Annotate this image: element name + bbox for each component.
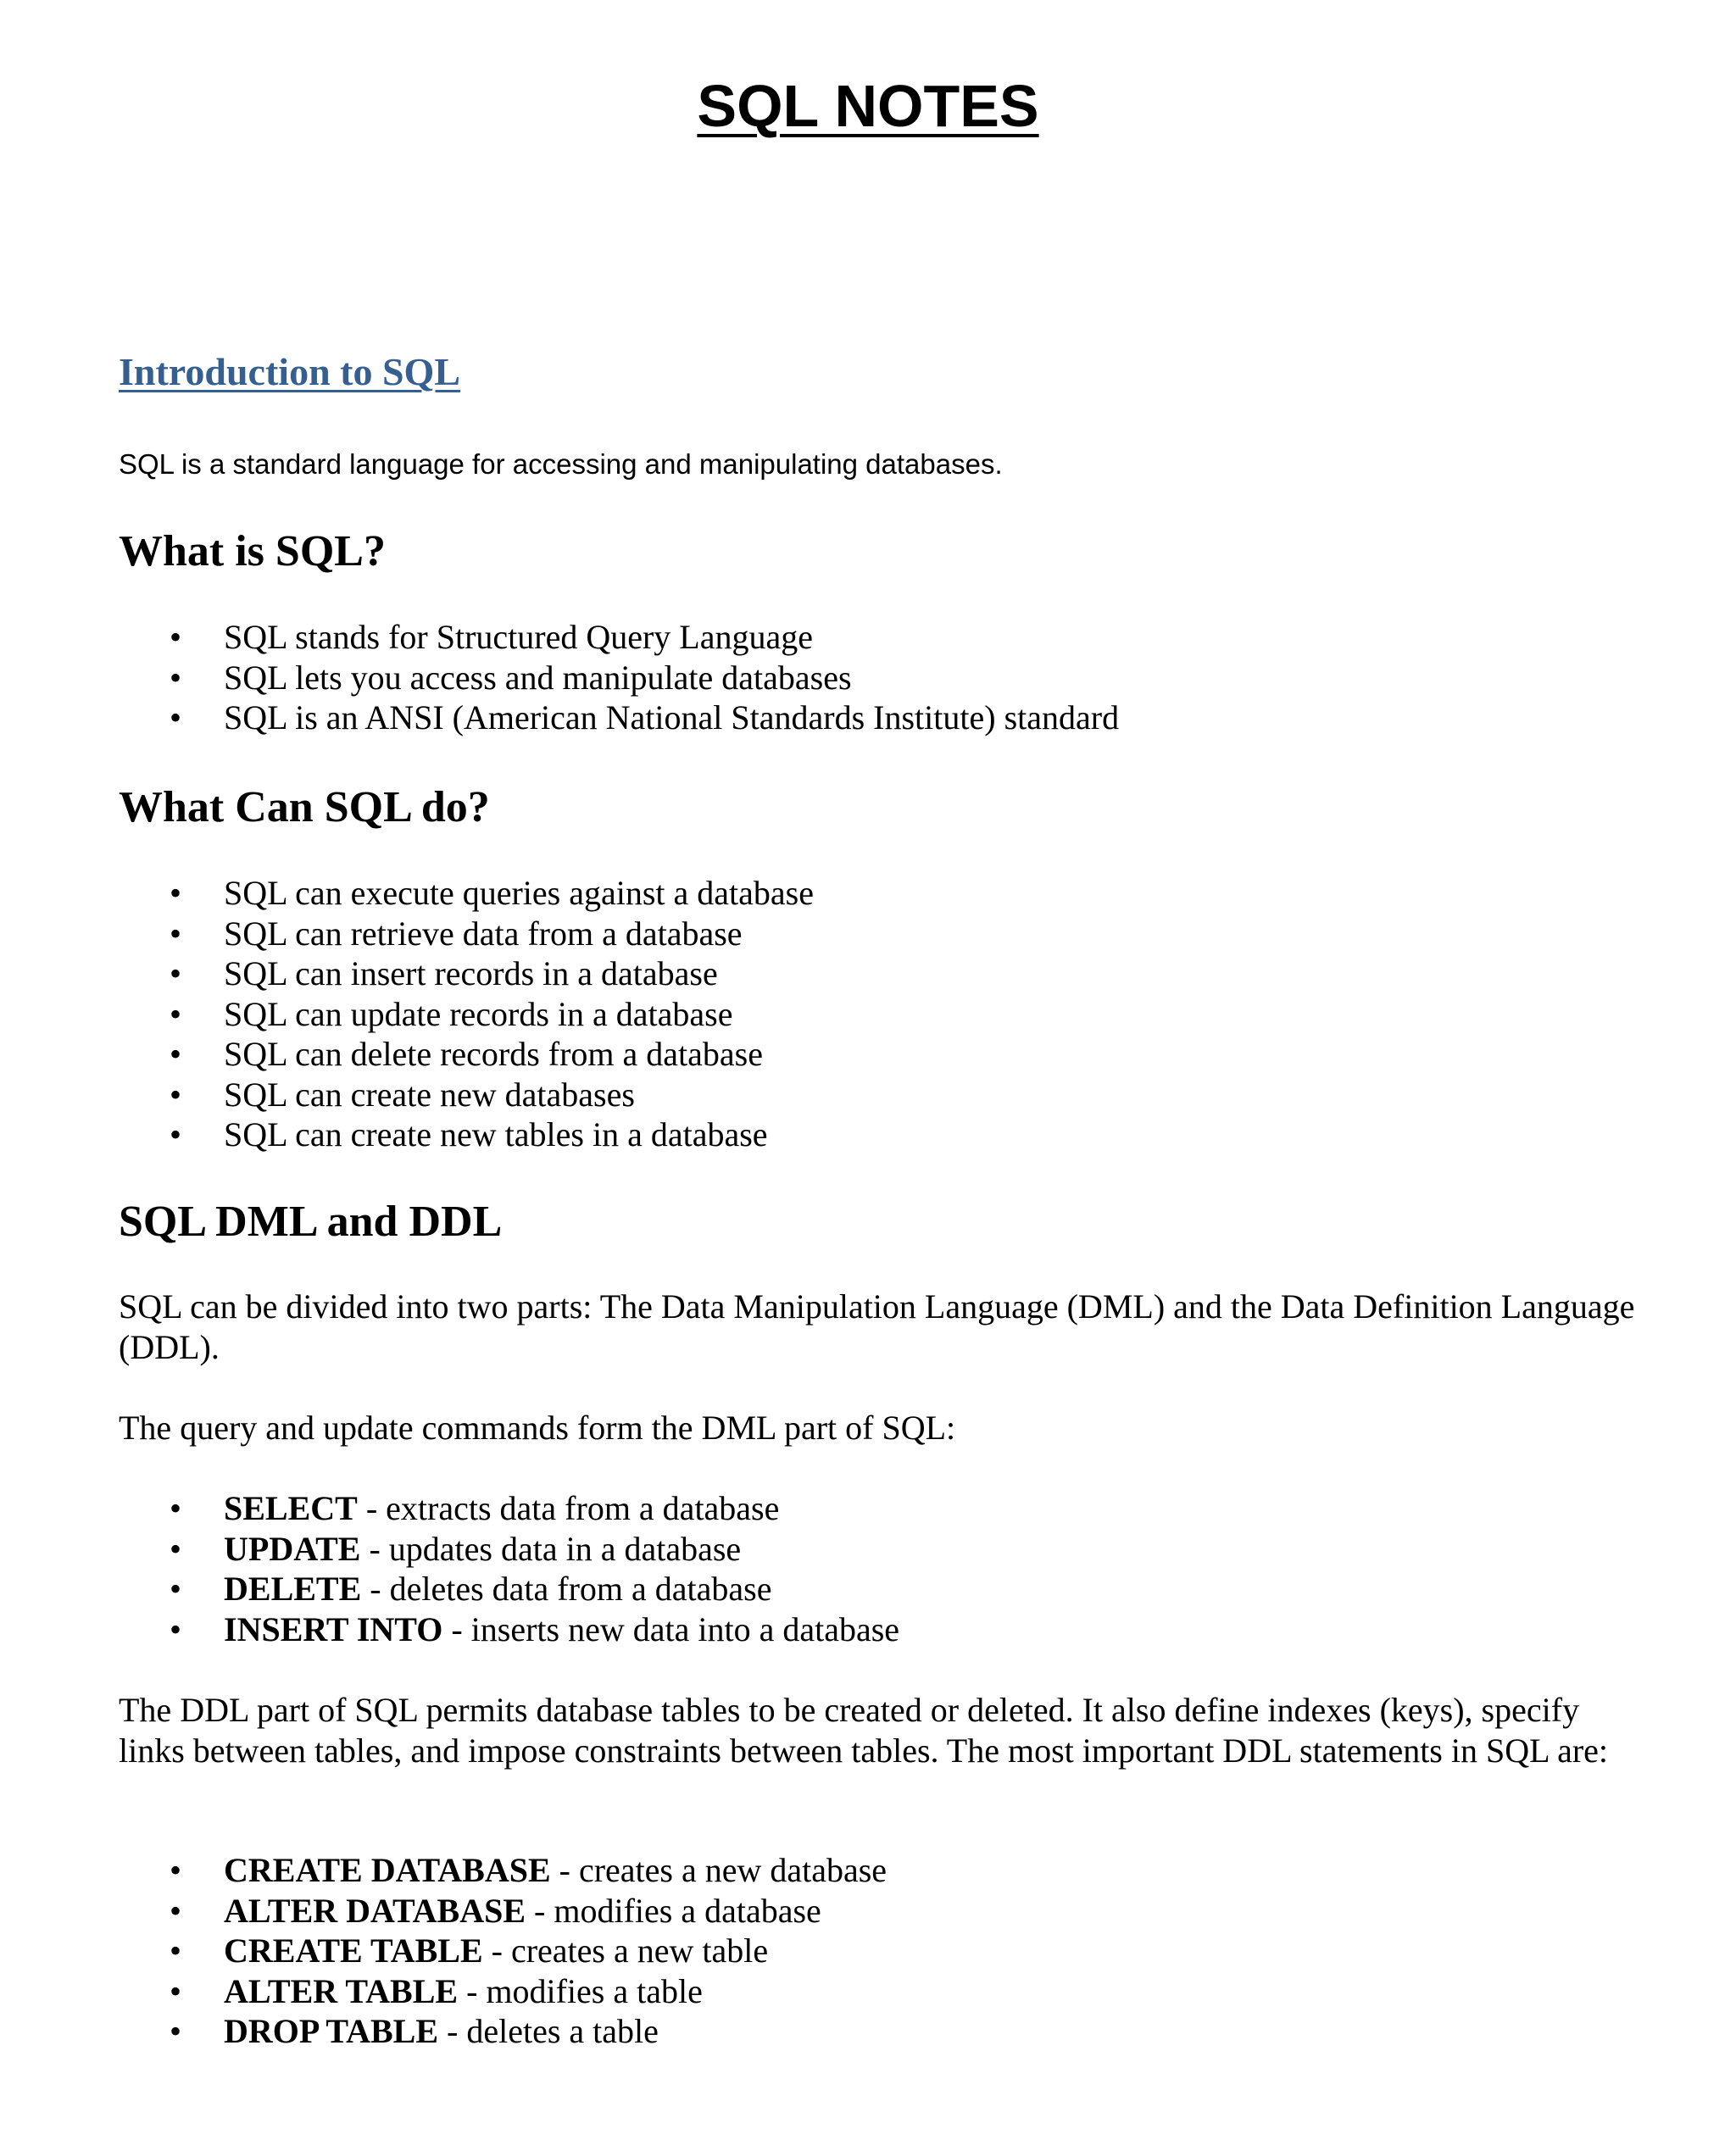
list-item: • SQL can execute queries against a database: [0, 873, 814, 914]
dml-term: SELECT: [224, 1489, 358, 1527]
dml-list: [0, 1488, 899, 1649]
list-item: • SQL stands for Structured Query Language: [0, 617, 1119, 658]
what-can-sql-do-heading: What Can SQL do?: [119, 783, 490, 831]
list-item: • SQL can update records in a database: [0, 994, 814, 1035]
dml-term: DELETE: [224, 1570, 362, 1608]
intro-text: SQL is a standard language for accessing and manipulating databases.: [119, 448, 1003, 480]
dml-description: - extracts data from a database: [357, 1489, 780, 1527]
ddl-term: DROP TABLE: [224, 2012, 439, 2050]
ddl-description: - deletes a table: [438, 2012, 659, 2050]
dml-term: INSERT INTO: [224, 1609, 443, 1648]
ddl-term: CREATE DATABASE: [224, 1851, 551, 1889]
ddl-description: - creates a new table: [482, 1931, 769, 1970]
ddl-list-item: [0, 1971, 887, 2012]
dml-list-item: [0, 1569, 899, 1609]
ddl-list: [0, 1850, 887, 2052]
ddl-list-item: [0, 2011, 887, 2052]
intro-heading: Introduction to SQL: [119, 350, 461, 393]
ddl-description: - modifies a table: [458, 1971, 703, 2010]
dml-list-item: [0, 1529, 899, 1570]
document-title: SQL NOTES: [697, 73, 1039, 139]
ddl-list-item: [0, 1931, 887, 1971]
list-item: • SQL can retrieve data from a database: [0, 914, 814, 954]
list-item: • SQL lets you access and manipulate databases: [0, 658, 1119, 698]
list-item: • SQL can create new tables in a database: [0, 1114, 814, 1155]
dml-description: - deletes data from a database: [361, 1570, 772, 1608]
dml-term: UPDATE: [224, 1529, 361, 1568]
ddl-term: CREATE TABLE: [224, 1931, 483, 1970]
ddl-list-item: [0, 1850, 887, 1891]
ddl-list-item: [0, 1891, 887, 1931]
dml-list-item: [0, 1488, 899, 1529]
ddl-paragraph: The DDL part of SQL permits database tables to be created or deleted. It also define indexes (keys), specify links between tables, and impose constraints between tables. The most important DDL statements in SQL are:: [119, 1691, 1609, 1770]
list-item: • SQL can insert records in a database: [0, 953, 814, 994]
list-item: • SQL can delete records from a database: [0, 1034, 814, 1075]
ddl-description: - modifies a database: [526, 1891, 821, 1930]
dml-paragraph: The query and update commands form the DML part of SQL:: [119, 1409, 956, 1447]
what-is-sql-list: [0, 617, 1119, 738]
dml-ddl-intro-paragraph: SQL can be divided into two parts: The Data Manipulation Language (DML) and the Data Definition Language (DDL).: [119, 1287, 1635, 1366]
list-item: • SQL is an ANSI (American National Standards Institute) standard: [0, 698, 1119, 738]
dml-description: - updates data in a database: [360, 1529, 742, 1568]
dml-list-item: [0, 1609, 899, 1650]
dml-description: - inserts new data into a database: [442, 1609, 900, 1648]
ddl-description: - creates a new database: [550, 1851, 887, 1889]
list-item: • SQL can create new databases: [0, 1075, 814, 1115]
dml-ddl-heading: SQL DML and DDL: [119, 1198, 503, 1246]
what-is-sql-heading: What is SQL?: [119, 527, 386, 575]
ddl-term: ALTER DATABASE: [224, 1891, 526, 1930]
what-can-sql-do-list: [0, 873, 814, 1155]
ddl-term: ALTER TABLE: [224, 1971, 459, 2010]
